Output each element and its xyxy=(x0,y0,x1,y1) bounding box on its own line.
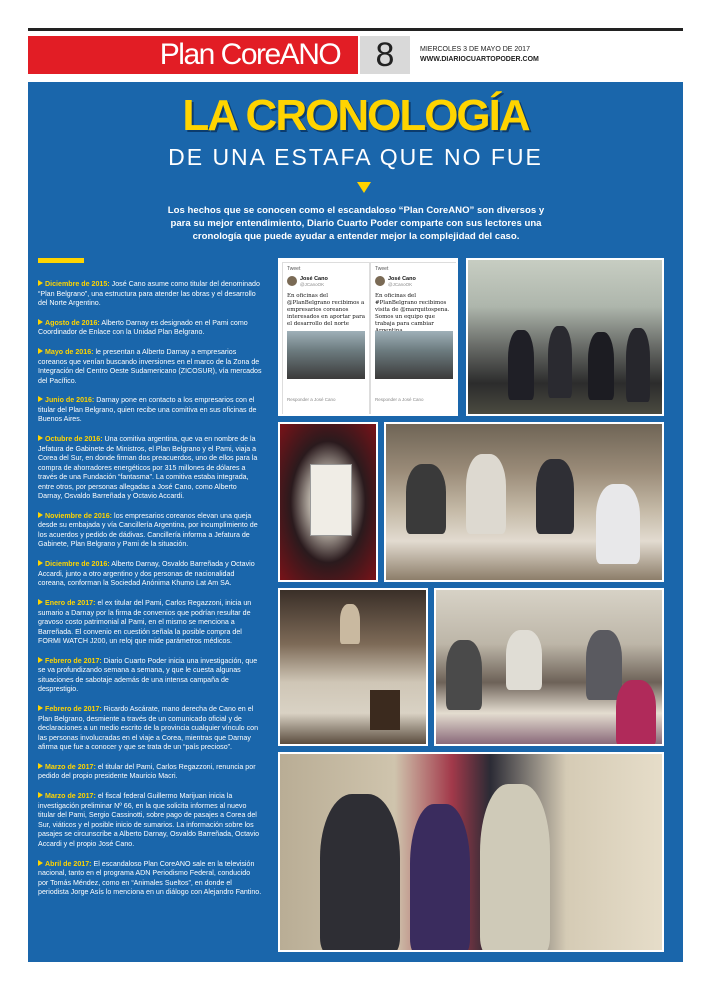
tweets-screenshot xyxy=(278,258,458,416)
entry-text: Darnay pone en contacto a los empresarios con el titular del Plan Belgrano, quien recibe una comitiva en sus oficinas de Buenos Aires. xyxy=(38,396,257,424)
tweet-header: Tweet xyxy=(287,266,301,272)
triangle-bullet-icon xyxy=(38,657,43,663)
conference-table-photo xyxy=(434,588,664,746)
triangle-bullet-icon xyxy=(38,792,43,798)
triangle-bullet-icon xyxy=(38,512,43,518)
entry-date: Abril de 2017: xyxy=(45,859,92,868)
entry-date: Junio de 2016: xyxy=(45,396,95,405)
page-number: 8 xyxy=(360,36,410,74)
section-name: Plan CoreANO xyxy=(159,38,341,71)
edition-date: MIERCOLES 3 DE MAYO DE 2017 xyxy=(420,46,530,53)
entry-text: Alberto Darnay es designado en el Pami como Coordinador de Enlace con la Unidad Plan Belgrano. xyxy=(38,318,248,337)
banquet-photo xyxy=(278,588,428,746)
timeline-entry xyxy=(38,280,262,309)
triangle-bullet-icon xyxy=(38,560,43,566)
headline: LA CRONOLOGÍA xyxy=(182,91,529,140)
triangle-bullet-icon xyxy=(38,860,43,866)
timeline-entry xyxy=(38,763,262,782)
triangle-bullet-icon xyxy=(38,763,43,769)
timeline-entry xyxy=(38,860,262,898)
triangle-bullet-icon xyxy=(38,348,43,354)
triangle-bullet-icon xyxy=(38,435,43,441)
avatar xyxy=(287,276,297,286)
entry-text: Alberto Darnay, Osvaldo Barreñada y Octavio Accardi, junto a otro argentino y dos personas de nacionalidad coreana, conforman la Sociedad Anónima Khumo Lat Am SA. xyxy=(38,560,255,588)
timeline-entry xyxy=(38,792,262,849)
timeline-accent-bar xyxy=(38,258,84,263)
triangle-bullet-icon xyxy=(38,705,43,711)
entry-text: los empresarios coreanos elevan una queja desde su embajada y vía Cancillería Argentina, por incumplimiento de los acuerdos y pedido de dádivas. Cancillería informa a Jefatura de Gabinete, Plan Belgrano y Pami de la situación. xyxy=(38,511,258,549)
timeline-entry xyxy=(38,319,262,338)
entry-date: Noviembre de 2016: xyxy=(45,511,113,520)
entry-text: Ricardo Ascárate, mano derecha de Cano en el Plan Belgrano, desmiente a través de un comunicado oficial y de declaraciones a un medio escrito de la provincia cualquier vínculo con las personas involucradas en el viaje a Corea, mientras que Darnay afirma que fue a conocer y que se trata de un “país precioso”. xyxy=(38,705,259,752)
timeline-entry xyxy=(38,657,262,695)
tweet-handle: @JCanoOK xyxy=(300,282,325,287)
entry-text: Diario Cuarto Poder inicia una investigación, que se va profundizando semana a semana, y que le cuesta algunas situaciones de sabotaje además de una intensa campaña de desprestigio. xyxy=(38,656,258,694)
edition-url[interactable]: WWW.DIARIOCUARTOPODER.COM xyxy=(420,56,539,63)
entry-text: Una comitiva argentina, que va en nombre de la Jefatura de Gabinete de Ministros, el Plan Belgrano y el Pami, viaja a Corea del Sur, en donde firman dos preacuerdos, uno de ellos para la compra de ahorradores energéticos por 315 millones de dólares a través de una Fundación “fantasma”. La comitiva estaba integrada, entre otros, por personas allegadas a José Cano, como Alberto Darnay, Osvaldo Barreñada y Octavio Accardi. xyxy=(38,435,258,501)
timeline-entries xyxy=(38,280,262,908)
entry-date: Diciembre de 2016: xyxy=(45,560,110,569)
tweet-author: José Cano xyxy=(388,276,416,282)
tweet-author: José Cano xyxy=(300,276,328,282)
tweet-photo xyxy=(375,331,453,379)
triangle-bullet-icon xyxy=(38,319,43,325)
entry-text: El escandaloso Plan CoreANO sale en la televisión nacional, tanto en el programa ADN Periodismo Federal, conducido por Tomás Méndez, como en “Animales Sueltos”, en donde el periodista Jorge Asís lo menciona en un diálogo con Alejandro Fantino. xyxy=(38,859,262,897)
timeline-entry xyxy=(38,560,262,589)
triangle-bullet-icon xyxy=(38,599,43,605)
entry-date: Octubre de 2016: xyxy=(45,435,103,444)
entry-date: Enero de 2017: xyxy=(45,599,96,608)
avatar xyxy=(375,276,385,286)
timeline-entry xyxy=(38,599,262,647)
entry-date: Febrero de 2017: xyxy=(45,705,102,714)
entry-date: Marzo de 2017: xyxy=(45,792,96,801)
tweet-header: Tweet xyxy=(375,266,389,272)
timeline-entry xyxy=(38,512,262,550)
triangle-bullet-icon xyxy=(38,396,43,402)
tweet-text: En oficinas del #PlanBelgrano recibimos visita de @marquitospena. Somos un equipo que trabaja para cambiar xyxy=(375,293,450,327)
timeline-entry xyxy=(38,705,262,753)
tweet-photo xyxy=(287,331,365,379)
handshake-photo xyxy=(278,752,664,952)
entry-date: Mayo de 2016: xyxy=(45,348,94,357)
entry-text: José Cano asume como titular del denominado “Plan Belgrano”, una estructura para atender las obras y el desarrollo del Norte Argentino. xyxy=(38,280,260,307)
timeline-entry xyxy=(38,348,262,386)
entry-text: el titular del Pami, Carlos Regazzoni, renuncia por pedido del propio presidente Mauricio Macri. xyxy=(38,762,256,781)
top-rule xyxy=(28,28,683,31)
dinner-photo xyxy=(384,422,664,582)
intro-paragraph: Los hechos que se conocen como el escandaloso “Plan CoreANO” son diversos y para su mejor entendimiento, Diario Cuarto Poder comparte con sus lectores una cronología que puede ayudar a entender mejor la complejidad del caso. xyxy=(167,205,545,242)
entry-text: el ex titular del Pami, Carlos Regazzoni, inicia un sumario a Darnay por la firma de convenios que podrían resultar de gravoso costo patrimonial al Pami, en el mismo se menciona a Barreñada. El convenio en cuestión señala la posible compra del FORMI WATCH J200, un reloj que mide parámetros médicos. xyxy=(38,599,252,646)
tweet-card xyxy=(282,262,370,416)
entry-date: Marzo de 2017: xyxy=(45,762,96,771)
entry-date: Diciembre de 2015: xyxy=(45,280,110,288)
meeting-room-photo xyxy=(466,258,664,416)
entry-date: Agosto de 2016: xyxy=(45,318,100,327)
timeline-entry xyxy=(38,396,262,425)
entry-text: le presentan a Alberto Darnay a empresarios coreanos que venían buscando inversiones en el marco de la Zona de Integración del Centro Oeste Sudamericano (ZICOSUR), vía mercados del Pacífico. xyxy=(38,348,262,385)
subheadline: DE UNA ESTAFA QUE NO FUE xyxy=(168,144,543,170)
entry-text: el fiscal federal Guillermo Marijuan inicia la investigación preliminar Nº 66, en la que solicita informes al nuevo titular del Pami, Sergio Cassinotti, sobre pago de pasajes a Corea del Sur, viáticos y el posible inicio de sumarios. La información sobre los pasajes se circunscribe a Alberto Darnay, Osvaldo Barreñada, Octavio Accardi y el propio José Cano. xyxy=(38,792,260,848)
tweet-handle: @JCanoOK xyxy=(388,282,413,287)
timeline-entry xyxy=(38,435,262,502)
tweet-reply: Responder a José Cano xyxy=(287,397,336,402)
down-arrow-icon xyxy=(357,182,371,193)
tweet-text: En oficinas del @PlanBelgrano recibimos a empresarios coreanos interesados en aportar para el desarrollo del norte xyxy=(287,293,366,327)
tweet-card xyxy=(370,262,458,416)
appreciation-plaque-photo xyxy=(278,422,378,582)
triangle-bullet-icon xyxy=(38,280,43,286)
tweet-reply: Responder a José Cano xyxy=(375,397,424,402)
entry-date: Febrero de 2017: xyxy=(45,656,102,665)
